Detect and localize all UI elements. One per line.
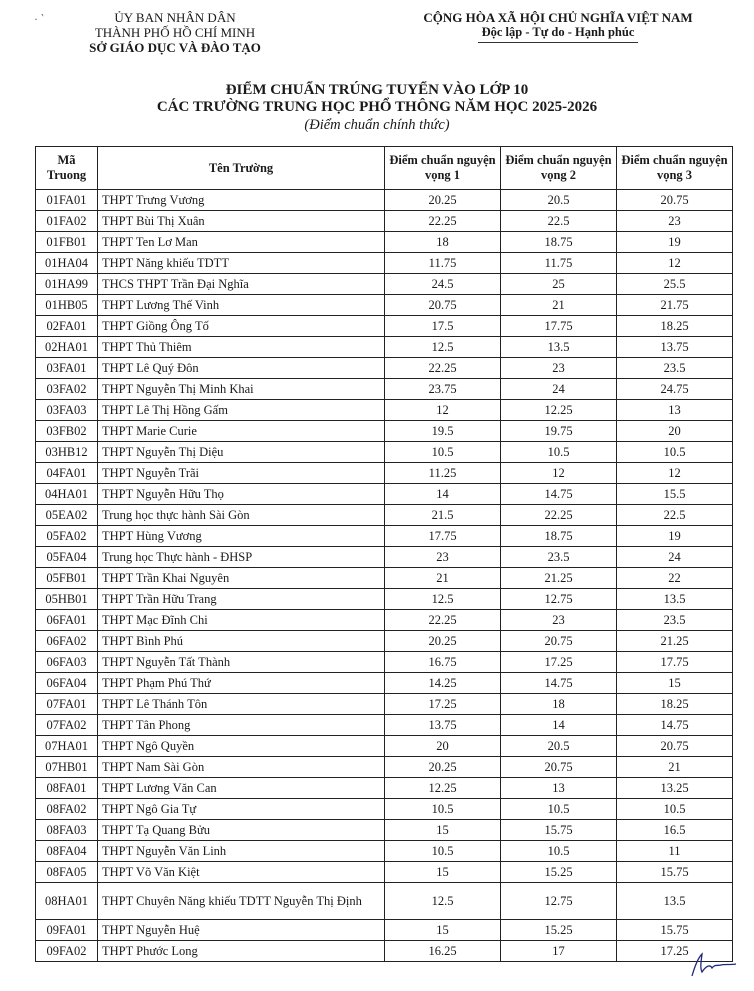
- school-code-cell: 03HB12: [36, 442, 98, 463]
- score-nv1-cell: 12.5: [385, 337, 501, 358]
- score-nv2-cell: 10.5: [501, 442, 617, 463]
- table-row: [36, 274, 733, 295]
- score-nv1-cell: 22.25: [385, 358, 501, 379]
- score-nv1-cell: 17.25: [385, 694, 501, 715]
- school-name-cell: THPT Năng khiếu TDTT: [98, 253, 385, 274]
- school-name-cell: Trung học Thực hành - ĐHSP: [98, 547, 385, 568]
- score-nv3-cell: 17.75: [617, 652, 733, 673]
- score-nv2-cell: 14: [501, 715, 617, 736]
- table-row: [36, 694, 733, 715]
- header-nv1: Điểm chuẩn nguyện vọng 1: [385, 147, 501, 190]
- issuing-authority: [55, 10, 295, 55]
- document-title-line-2: CÁC TRƯỜNG TRUNG HỌC PHỔ THÔNG NĂM HỌC 2025-2026: [156, 99, 598, 115]
- school-code-cell: 03FA03: [36, 400, 98, 421]
- score-nv1-cell: 11.75: [385, 253, 501, 274]
- school-name-cell: THPT Võ Văn Kiệt: [98, 862, 385, 883]
- school-code-cell: 01HB05: [36, 295, 98, 316]
- score-nv1-cell: 11.25: [385, 463, 501, 484]
- school-code-cell: 07HB01: [36, 757, 98, 778]
- school-code-cell: 03FB02: [36, 421, 98, 442]
- table-row: [36, 673, 733, 694]
- score-nv2-cell: 17.25: [501, 652, 617, 673]
- table-row: [36, 295, 733, 316]
- school-code-cell: 02HA01: [36, 337, 98, 358]
- school-code-cell: 01HA99: [36, 274, 98, 295]
- score-nv3-cell: 10.5: [617, 442, 733, 463]
- table-row: [36, 778, 733, 799]
- score-nv3-cell: 25.5: [617, 274, 733, 295]
- table-row: [36, 190, 733, 211]
- school-code-cell: 08FA03: [36, 820, 98, 841]
- score-nv3-cell: 15.75: [617, 862, 733, 883]
- school-code-cell: 09FA01: [36, 920, 98, 941]
- score-nv3-cell: 24.75: [617, 379, 733, 400]
- table-header-row: [36, 147, 733, 190]
- score-nv2-cell: 18: [501, 694, 617, 715]
- score-nv2-cell: 15.75: [501, 820, 617, 841]
- national-motto: [378, 10, 738, 43]
- school-code-cell: 01FA02: [36, 211, 98, 232]
- score-nv1-cell: 10.5: [385, 442, 501, 463]
- score-nv2-cell: 12: [501, 463, 617, 484]
- score-nv1-cell: 20.75: [385, 295, 501, 316]
- score-nv1-cell: 13.75: [385, 715, 501, 736]
- authority-line-3: SỞ GIÁO DỤC VÀ ĐÀO TẠO: [89, 40, 261, 55]
- score-nv3-cell: 23.5: [617, 358, 733, 379]
- score-nv1-cell: 23: [385, 547, 501, 568]
- school-code-cell: 09FA02: [36, 941, 98, 962]
- score-nv1-cell: 24.5: [385, 274, 501, 295]
- score-nv3-cell: 13.5: [617, 883, 733, 920]
- score-nv2-cell: 22.5: [501, 211, 617, 232]
- score-nv1-cell: 16.75: [385, 652, 501, 673]
- school-name-cell: Trung học thực hành Sài Gòn: [98, 505, 385, 526]
- score-nv1-cell: 12.5: [385, 883, 501, 920]
- score-nv3-cell: 21.75: [617, 295, 733, 316]
- score-nv2-cell: 12.75: [501, 589, 617, 610]
- school-code-cell: 02FA01: [36, 316, 98, 337]
- school-code-cell: 08FA01: [36, 778, 98, 799]
- score-nv1-cell: 19.5: [385, 421, 501, 442]
- table-row: [36, 862, 733, 883]
- table-row: [36, 484, 733, 505]
- table-row: [36, 841, 733, 862]
- score-nv2-cell: 14.75: [501, 484, 617, 505]
- table-row: [36, 316, 733, 337]
- score-nv1-cell: 21: [385, 568, 501, 589]
- score-nv3-cell: 21: [617, 757, 733, 778]
- school-name-cell: THPT Lương Văn Can: [98, 778, 385, 799]
- score-nv1-cell: 18: [385, 232, 501, 253]
- table-row: [36, 757, 733, 778]
- score-nv3-cell: 19: [617, 526, 733, 547]
- school-code-cell: 05FA04: [36, 547, 98, 568]
- school-code-cell: 05HB01: [36, 589, 98, 610]
- table-row: [36, 400, 733, 421]
- school-name-cell: THPT Lê Thị Hồng Gấm: [98, 400, 385, 421]
- score-nv1-cell: 23.75: [385, 379, 501, 400]
- school-name-cell: THPT Bùi Thị Xuân: [98, 211, 385, 232]
- score-nv1-cell: 12: [385, 400, 501, 421]
- score-nv2-cell: 14.75: [501, 673, 617, 694]
- score-nv3-cell: 20.75: [617, 736, 733, 757]
- score-nv2-cell: 19.75: [501, 421, 617, 442]
- motto-line: Độc lập - Tự do - Hạnh phúc: [481, 25, 635, 39]
- signature-mark: [688, 952, 738, 978]
- document-title-line-1: ĐIỂM CHUẨN TRÚNG TUYỂN VÀO LỚP 10: [225, 82, 529, 98]
- score-nv3-cell: 12: [617, 253, 733, 274]
- score-nv1-cell: 17.5: [385, 316, 501, 337]
- school-code-cell: 04HA01: [36, 484, 98, 505]
- score-nv1-cell: 20.25: [385, 631, 501, 652]
- table-row: [36, 211, 733, 232]
- school-code-cell: 06FA01: [36, 610, 98, 631]
- school-code-cell: 04FA01: [36, 463, 98, 484]
- score-nv3-cell: 13.75: [617, 337, 733, 358]
- score-nv1-cell: 22.25: [385, 610, 501, 631]
- score-nv1-cell: 17.75: [385, 526, 501, 547]
- table-row: [36, 820, 733, 841]
- school-code-cell: 06FA04: [36, 673, 98, 694]
- table-row: [36, 379, 733, 400]
- score-nv3-cell: 19: [617, 232, 733, 253]
- score-nv1-cell: 14.25: [385, 673, 501, 694]
- score-nv2-cell: 22.25: [501, 505, 617, 526]
- score-nv3-cell: 21.25: [617, 631, 733, 652]
- school-name-cell: THPT Ngô Quyền: [98, 736, 385, 757]
- school-name-cell: THPT Thủ Thiêm: [98, 337, 385, 358]
- score-nv1-cell: 22.25: [385, 211, 501, 232]
- school-code-cell: 01FA01: [36, 190, 98, 211]
- school-name-cell: THPT Tân Phong: [98, 715, 385, 736]
- score-nv2-cell: 18.75: [501, 232, 617, 253]
- score-nv2-cell: 17.75: [501, 316, 617, 337]
- school-code-cell: 08FA02: [36, 799, 98, 820]
- score-nv1-cell: 15: [385, 862, 501, 883]
- school-name-cell: THPT Nguyễn Huệ: [98, 920, 385, 941]
- school-name-cell: THPT Marie Curie: [98, 421, 385, 442]
- table-row: [36, 715, 733, 736]
- score-nv2-cell: 11.75: [501, 253, 617, 274]
- document-header: [0, 10, 754, 70]
- score-nv2-cell: 12.75: [501, 883, 617, 920]
- table-row: [36, 463, 733, 484]
- school-name-cell: THPT Tạ Quang Bửu: [98, 820, 385, 841]
- score-nv3-cell: 11: [617, 841, 733, 862]
- school-code-cell: 07HA01: [36, 736, 98, 757]
- table-row: [36, 941, 733, 962]
- school-code-cell: 05FB01: [36, 568, 98, 589]
- score-nv1-cell: 12.5: [385, 589, 501, 610]
- score-nv3-cell: 22: [617, 568, 733, 589]
- score-nv3-cell: 15.75: [617, 920, 733, 941]
- table-row: [36, 337, 733, 358]
- score-nv1-cell: 15: [385, 820, 501, 841]
- score-nv3-cell: 12: [617, 463, 733, 484]
- school-name-cell: THPT Lương Thế Vinh: [98, 295, 385, 316]
- school-name-cell: THPT Phước Long: [98, 941, 385, 962]
- school-code-cell: 08FA05: [36, 862, 98, 883]
- school-name-cell: THPT Bình Phú: [98, 631, 385, 652]
- score-nv3-cell: 18.25: [617, 694, 733, 715]
- table-row: [36, 526, 733, 547]
- school-name-cell: THPT Lê Quý Đôn: [98, 358, 385, 379]
- score-nv3-cell: 10.5: [617, 799, 733, 820]
- school-name-cell: THPT Giồng Ông Tố: [98, 316, 385, 337]
- score-nv1-cell: 20.25: [385, 190, 501, 211]
- table-row: [36, 253, 733, 274]
- table-row: [36, 631, 733, 652]
- school-name-cell: THPT Mạc Đĩnh Chi: [98, 610, 385, 631]
- score-nv1-cell: 10.5: [385, 841, 501, 862]
- school-code-cell: 05FA02: [36, 526, 98, 547]
- score-nv2-cell: 23: [501, 610, 617, 631]
- score-nv2-cell: 15.25: [501, 920, 617, 941]
- score-nv3-cell: 23.5: [617, 610, 733, 631]
- score-nv2-cell: 20.5: [501, 190, 617, 211]
- school-code-cell: 03FA02: [36, 379, 98, 400]
- score-nv2-cell: 20.75: [501, 757, 617, 778]
- school-name-cell: THPT Lê Thánh Tôn: [98, 694, 385, 715]
- score-nv3-cell: 16.5: [617, 820, 733, 841]
- school-name-cell: THPT Trần Khai Nguyên: [98, 568, 385, 589]
- table-row: [36, 610, 733, 631]
- school-code-cell: 06FA02: [36, 631, 98, 652]
- school-name-cell: THPT Nguyễn Tất Thành: [98, 652, 385, 673]
- document-subtitle: (Điểm chuẩn chính thức): [304, 117, 450, 133]
- score-nv2-cell: 25: [501, 274, 617, 295]
- school-code-cell: 06FA03: [36, 652, 98, 673]
- score-nv1-cell: 14: [385, 484, 501, 505]
- school-name-cell: THPT Nguyễn Văn Linh: [98, 841, 385, 862]
- score-nv3-cell: 14.75: [617, 715, 733, 736]
- school-name-cell: THCS THPT Trần Đại Nghĩa: [98, 274, 385, 295]
- school-name-cell: THPT Nguyễn Thị Minh Khai: [98, 379, 385, 400]
- school-name-cell: THPT Ngô Gia Tự: [98, 799, 385, 820]
- score-nv2-cell: 18.75: [501, 526, 617, 547]
- table-row: [36, 736, 733, 757]
- score-nv3-cell: 22.5: [617, 505, 733, 526]
- score-nv2-cell: 20.75: [501, 631, 617, 652]
- school-code-cell: 01FB01: [36, 232, 98, 253]
- score-nv3-cell: 24: [617, 547, 733, 568]
- score-nv3-cell: 23: [617, 211, 733, 232]
- school-name-cell: THPT Hùng Vương: [98, 526, 385, 547]
- school-name-cell: THPT Chuyên Năng khiếu TDTT Nguyễn Thị Định: [98, 883, 385, 920]
- score-nv3-cell: 13.5: [617, 589, 733, 610]
- score-nv2-cell: 24: [501, 379, 617, 400]
- table-row: [36, 799, 733, 820]
- score-nv2-cell: 13: [501, 778, 617, 799]
- school-name-cell: THPT Nguyễn Thị Diệu: [98, 442, 385, 463]
- score-nv3-cell: 17.25: [617, 941, 733, 962]
- table-row: [36, 547, 733, 568]
- score-nv1-cell: 20: [385, 736, 501, 757]
- table-row: [36, 568, 733, 589]
- score-nv2-cell: 13.5: [501, 337, 617, 358]
- table-row: [36, 505, 733, 526]
- document-title-block: [0, 82, 754, 134]
- school-code-cell: 05EA02: [36, 505, 98, 526]
- authority-line-1: ỦY BAN NHÂN DÂN: [114, 10, 236, 25]
- school-code-cell: 08HA01: [36, 883, 98, 920]
- table-row: [36, 589, 733, 610]
- header-school-name: Tên Trường: [98, 147, 385, 190]
- school-code-cell: 07FA02: [36, 715, 98, 736]
- score-nv1-cell: 10.5: [385, 799, 501, 820]
- school-code-cell: 03FA01: [36, 358, 98, 379]
- score-nv3-cell: 15.5: [617, 484, 733, 505]
- score-nv2-cell: 10.5: [501, 841, 617, 862]
- table-row: [36, 442, 733, 463]
- table-row: [36, 652, 733, 673]
- score-nv3-cell: 13: [617, 400, 733, 421]
- school-name-cell: THPT Trần Hữu Trang: [98, 589, 385, 610]
- score-nv3-cell: 18.25: [617, 316, 733, 337]
- table-row: [36, 358, 733, 379]
- score-nv2-cell: 21.25: [501, 568, 617, 589]
- score-nv3-cell: 13.25: [617, 778, 733, 799]
- score-nv2-cell: 10.5: [501, 799, 617, 820]
- country-name: CỘNG HÒA XÃ HỘI CHỦ NGHĨA VIỆT NAM: [423, 10, 693, 25]
- score-nv2-cell: 20.5: [501, 736, 617, 757]
- score-nv1-cell: 21.5: [385, 505, 501, 526]
- school-name-cell: THPT Nguyễn Trãi: [98, 463, 385, 484]
- table-row: [36, 920, 733, 941]
- admission-scores-table: [35, 146, 733, 962]
- score-nv1-cell: 15: [385, 920, 501, 941]
- school-name-cell: THPT Phạm Phú Thứ: [98, 673, 385, 694]
- school-name-cell: THPT Ten Lơ Man: [98, 232, 385, 253]
- motto-underline: [478, 42, 638, 43]
- score-nv2-cell: 21: [501, 295, 617, 316]
- score-nv3-cell: 20: [617, 421, 733, 442]
- score-nv2-cell: 23: [501, 358, 617, 379]
- school-code-cell: 08FA04: [36, 841, 98, 862]
- score-nv3-cell: 15: [617, 673, 733, 694]
- corner-mark: · ‵: [34, 12, 44, 26]
- school-code-cell: 07FA01: [36, 694, 98, 715]
- table-row: [36, 232, 733, 253]
- school-name-cell: THPT Trưng Vương: [98, 190, 385, 211]
- authority-line-2: THÀNH PHỐ HỒ CHÍ MINH: [94, 25, 256, 40]
- header-nv2: Điểm chuẩn nguyện vọng 2: [501, 147, 617, 190]
- score-nv3-cell: 20.75: [617, 190, 733, 211]
- table-row: [36, 883, 733, 920]
- table-row: [36, 421, 733, 442]
- score-nv2-cell: 23.5: [501, 547, 617, 568]
- score-nv1-cell: 12.25: [385, 778, 501, 799]
- score-nv2-cell: 12.25: [501, 400, 617, 421]
- school-name-cell: THPT Nguyễn Hữu Thọ: [98, 484, 385, 505]
- score-nv2-cell: 15.25: [501, 862, 617, 883]
- header-code: Mã Truong: [36, 147, 98, 190]
- score-nv1-cell: 16.25: [385, 941, 501, 962]
- school-code-cell: 01HA04: [36, 253, 98, 274]
- school-name-cell: THPT Nam Sài Gòn: [98, 757, 385, 778]
- score-nv1-cell: 20.25: [385, 757, 501, 778]
- header-nv3: Điểm chuẩn nguyện vọng 3: [617, 147, 733, 190]
- score-nv2-cell: 17: [501, 941, 617, 962]
